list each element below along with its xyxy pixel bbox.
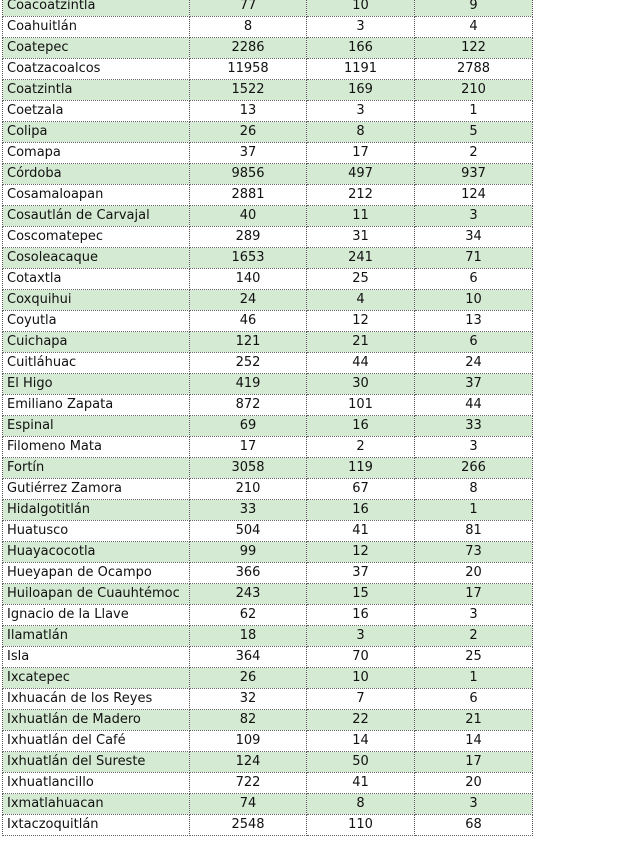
table-row <box>3 206 533 227</box>
table-row <box>3 605 533 626</box>
municipality-name-cell[interactable]: Comapa <box>3 143 190 164</box>
value-cell-3[interactable]: 34 <box>415 227 533 248</box>
municipality-name-cell[interactable]: Coscomatepec <box>3 227 190 248</box>
table-row <box>3 101 533 122</box>
value-cell-3[interactable]: 5 <box>415 122 533 143</box>
value-cell-3[interactable]: 3 <box>415 794 533 815</box>
value-cell-3[interactable]: 266 <box>415 458 533 479</box>
value-cell-1[interactable]: 18 <box>190 626 307 647</box>
value-cell-3[interactable]: 6 <box>415 332 533 353</box>
municipality-name-cell[interactable]: Coetzala <box>3 101 190 122</box>
value-cell-3[interactable]: 2788 <box>415 59 533 80</box>
table-row <box>3 353 533 374</box>
spreadsheet <box>2 0 533 836</box>
municipality-name-cell[interactable]: Córdoba <box>3 164 190 185</box>
value-cell-3[interactable]: 3 <box>415 206 533 227</box>
value-cell-2[interactable]: 10 <box>307 668 415 689</box>
value-cell-1[interactable]: 62 <box>190 605 307 626</box>
table-row <box>3 647 533 668</box>
value-cell-2[interactable]: 212 <box>307 185 415 206</box>
value-cell-3[interactable]: 8 <box>415 479 533 500</box>
municipality-table <box>2 0 533 836</box>
table-row <box>3 80 533 101</box>
value-cell-1[interactable]: 11958 <box>190 59 307 80</box>
table-row <box>3 143 533 164</box>
value-cell-2[interactable]: 110 <box>307 815 415 836</box>
table-row <box>3 332 533 353</box>
value-cell-2[interactable]: 241 <box>307 248 415 269</box>
municipality-name-cell[interactable]: Ignacio de la Llave <box>3 605 190 626</box>
value-cell-2[interactable]: 30 <box>307 374 415 395</box>
table-row <box>3 269 533 290</box>
table-row <box>3 437 533 458</box>
municipality-name-cell[interactable]: Colipa <box>3 122 190 143</box>
value-cell-1[interactable]: 124 <box>190 752 307 773</box>
value-cell-3[interactable]: 20 <box>415 773 533 794</box>
municipality-name-cell[interactable]: Coyutla <box>3 311 190 332</box>
municipality-name-cell[interactable]: Ixhuatlán del Café <box>3 731 190 752</box>
value-cell-1[interactable]: 69 <box>190 416 307 437</box>
value-cell-2[interactable]: 3 <box>307 17 415 38</box>
value-cell-1[interactable]: 32 <box>190 689 307 710</box>
value-cell-2[interactable]: 41 <box>307 773 415 794</box>
value-cell-3[interactable]: 81 <box>415 521 533 542</box>
table-row <box>3 773 533 794</box>
value-cell-2[interactable]: 17 <box>307 143 415 164</box>
value-cell-1[interactable]: 99 <box>190 542 307 563</box>
table-row <box>3 38 533 59</box>
table-row <box>3 290 533 311</box>
value-cell-2[interactable]: 3 <box>307 626 415 647</box>
value-cell-3[interactable]: 6 <box>415 689 533 710</box>
value-cell-3[interactable]: 6 <box>415 269 533 290</box>
municipality-name-cell[interactable]: Coatepec <box>3 38 190 59</box>
value-cell-2[interactable]: 16 <box>307 416 415 437</box>
table-row <box>3 731 533 752</box>
table-row <box>3 710 533 731</box>
value-cell-1[interactable]: 121 <box>190 332 307 353</box>
municipality-name-cell[interactable]: Emiliano Zapata <box>3 395 190 416</box>
value-cell-3[interactable]: 937 <box>415 164 533 185</box>
value-cell-3[interactable]: 2 <box>415 143 533 164</box>
value-cell-3[interactable]: 1 <box>415 668 533 689</box>
value-cell-2[interactable]: 70 <box>307 647 415 668</box>
value-cell-1[interactable]: 210 <box>190 479 307 500</box>
table-row <box>3 521 533 542</box>
value-cell-2[interactable]: 22 <box>307 710 415 731</box>
municipality-name-cell[interactable]: Ixmatlahuacan <box>3 794 190 815</box>
table-body <box>3 0 533 836</box>
value-cell-2[interactable]: 31 <box>307 227 415 248</box>
value-cell-1[interactable]: 2881 <box>190 185 307 206</box>
municipality-name-cell[interactable]: Isla <box>3 647 190 668</box>
municipality-name-cell[interactable]: El Higo <box>3 374 190 395</box>
value-cell-1[interactable]: 82 <box>190 710 307 731</box>
table-row <box>3 458 533 479</box>
value-cell-3[interactable]: 33 <box>415 416 533 437</box>
value-cell-3[interactable]: 10 <box>415 290 533 311</box>
value-cell-3[interactable]: 124 <box>415 185 533 206</box>
table-row <box>3 311 533 332</box>
value-cell-2[interactable]: 25 <box>307 269 415 290</box>
municipality-name-cell[interactable]: Ixhuatlán del Sureste <box>3 752 190 773</box>
value-cell-3[interactable]: 20 <box>415 563 533 584</box>
value-cell-1[interactable]: 243 <box>190 584 307 605</box>
value-cell-3[interactable]: 37 <box>415 374 533 395</box>
municipality-name-cell[interactable]: Hueyapan de Ocampo <box>3 563 190 584</box>
municipality-name-cell[interactable]: Coxquihui <box>3 290 190 311</box>
table-row <box>3 416 533 437</box>
table-row <box>3 563 533 584</box>
value-cell-1[interactable]: 140 <box>190 269 307 290</box>
municipality-name-cell[interactable]: Fortín <box>3 458 190 479</box>
value-cell-2[interactable]: 37 <box>307 563 415 584</box>
value-cell-2[interactable]: 4 <box>307 290 415 311</box>
municipality-name-cell[interactable]: Ilamatlán <box>3 626 190 647</box>
table-row <box>3 164 533 185</box>
value-cell-1[interactable]: 74 <box>190 794 307 815</box>
value-cell-2[interactable]: 15 <box>307 584 415 605</box>
value-cell-2[interactable]: 2 <box>307 437 415 458</box>
municipality-name-cell[interactable]: Cosautlán de Carvajal <box>3 206 190 227</box>
value-cell-1[interactable]: 40 <box>190 206 307 227</box>
table-row <box>3 815 533 836</box>
value-cell-1[interactable]: 2548 <box>190 815 307 836</box>
value-cell-3[interactable]: 44 <box>415 395 533 416</box>
value-cell-1[interactable]: 364 <box>190 647 307 668</box>
municipality-name-cell[interactable]: Cosoleacaque <box>3 248 190 269</box>
municipality-name-cell[interactable]: Coatzintla <box>3 80 190 101</box>
table-row <box>3 479 533 500</box>
value-cell-2[interactable]: 3 <box>307 101 415 122</box>
municipality-name-cell[interactable]: Huayacocotla <box>3 542 190 563</box>
value-cell-3[interactable]: 9 <box>415 0 533 17</box>
value-cell-3[interactable]: 210 <box>415 80 533 101</box>
municipality-name-cell[interactable]: Ixhuatlancillo <box>3 773 190 794</box>
municipality-name-cell[interactable]: Cosamaloapan <box>3 185 190 206</box>
table-row <box>3 584 533 605</box>
value-cell-2[interactable]: 11 <box>307 206 415 227</box>
value-cell-1[interactable]: 289 <box>190 227 307 248</box>
value-cell-1[interactable]: 33 <box>190 500 307 521</box>
value-cell-1[interactable]: 77 <box>190 0 307 17</box>
value-cell-3[interactable]: 2 <box>415 626 533 647</box>
value-cell-1[interactable]: 3058 <box>190 458 307 479</box>
value-cell-2[interactable]: 169 <box>307 80 415 101</box>
value-cell-2[interactable]: 8 <box>307 794 415 815</box>
value-cell-1[interactable]: 872 <box>190 395 307 416</box>
value-cell-3[interactable]: 1 <box>415 101 533 122</box>
value-cell-3[interactable]: 17 <box>415 584 533 605</box>
table-row <box>3 374 533 395</box>
municipality-name-cell[interactable]: Ixhuacán de los Reyes <box>3 689 190 710</box>
value-cell-3[interactable]: 3 <box>415 437 533 458</box>
municipality-name-cell[interactable]: Cuitláhuac <box>3 353 190 374</box>
value-cell-2[interactable]: 1191 <box>307 59 415 80</box>
table-row <box>3 185 533 206</box>
table-row <box>3 542 533 563</box>
value-cell-1[interactable]: 419 <box>190 374 307 395</box>
value-cell-1[interactable]: 13 <box>190 101 307 122</box>
table-row <box>3 794 533 815</box>
table-row <box>3 395 533 416</box>
value-cell-1[interactable]: 26 <box>190 668 307 689</box>
value-cell-3[interactable]: 73 <box>415 542 533 563</box>
municipality-name-cell[interactable]: Huiloapan de Cuauhtémoc <box>3 584 190 605</box>
value-cell-3[interactable]: 13 <box>415 311 533 332</box>
value-cell-3[interactable]: 14 <box>415 731 533 752</box>
value-cell-3[interactable]: 3 <box>415 605 533 626</box>
value-cell-2[interactable]: 497 <box>307 164 415 185</box>
value-cell-2[interactable]: 8 <box>307 122 415 143</box>
value-cell-3[interactable]: 21 <box>415 710 533 731</box>
table-row <box>3 689 533 710</box>
value-cell-3[interactable]: 24 <box>415 353 533 374</box>
value-cell-1[interactable]: 17 <box>190 437 307 458</box>
value-cell-1[interactable]: 26 <box>190 122 307 143</box>
value-cell-3[interactable]: 122 <box>415 38 533 59</box>
municipality-name-cell[interactable]: Hidalgotitlán <box>3 500 190 521</box>
value-cell-2[interactable]: 12 <box>307 542 415 563</box>
value-cell-1[interactable]: 9856 <box>190 164 307 185</box>
value-cell-2[interactable]: 119 <box>307 458 415 479</box>
municipality-name-cell[interactable]: Filomeno Mata <box>3 437 190 458</box>
value-cell-1[interactable]: 252 <box>190 353 307 374</box>
value-cell-1[interactable]: 1653 <box>190 248 307 269</box>
municipality-name-cell[interactable]: Coacoatzintla <box>3 0 190 17</box>
table-row <box>3 248 533 269</box>
municipality-name-cell[interactable]: Espinal <box>3 416 190 437</box>
value-cell-1[interactable]: 1522 <box>190 80 307 101</box>
value-cell-2[interactable]: 7 <box>307 689 415 710</box>
table-row <box>3 227 533 248</box>
municipality-name-cell[interactable]: Cuichapa <box>3 332 190 353</box>
table-row <box>3 626 533 647</box>
value-cell-1[interactable]: 722 <box>190 773 307 794</box>
value-cell-2[interactable]: 67 <box>307 479 415 500</box>
municipality-name-cell[interactable]: Ixhuatlán de Madero <box>3 710 190 731</box>
table-row <box>3 668 533 689</box>
municipality-name-cell[interactable]: Coatzacoalcos <box>3 59 190 80</box>
table-row <box>3 0 533 17</box>
value-cell-2[interactable]: 41 <box>307 521 415 542</box>
value-cell-3[interactable]: 71 <box>415 248 533 269</box>
value-cell-2[interactable]: 101 <box>307 395 415 416</box>
municipality-name-cell[interactable]: Gutiérrez Zamora <box>3 479 190 500</box>
value-cell-2[interactable]: 14 <box>307 731 415 752</box>
table-row <box>3 122 533 143</box>
value-cell-1[interactable]: 109 <box>190 731 307 752</box>
municipality-name-cell[interactable]: Ixcatepec <box>3 668 190 689</box>
value-cell-3[interactable]: 1 <box>415 500 533 521</box>
value-cell-1[interactable]: 504 <box>190 521 307 542</box>
value-cell-2[interactable]: 12 <box>307 311 415 332</box>
table-row <box>3 59 533 80</box>
municipality-name-cell[interactable]: Ixtaczoquitlán <box>3 815 190 836</box>
table-row <box>3 752 533 773</box>
value-cell-1[interactable]: 2286 <box>190 38 307 59</box>
value-cell-2[interactable]: 50 <box>307 752 415 773</box>
value-cell-1[interactable]: 8 <box>190 17 307 38</box>
value-cell-2[interactable]: 10 <box>307 0 415 17</box>
table-row <box>3 17 533 38</box>
table-row <box>3 500 533 521</box>
value-cell-3[interactable]: 25 <box>415 647 533 668</box>
value-cell-3[interactable]: 4 <box>415 17 533 38</box>
value-cell-1[interactable]: 37 <box>190 143 307 164</box>
value-cell-2[interactable]: 166 <box>307 38 415 59</box>
value-cell-1[interactable]: 366 <box>190 563 307 584</box>
municipality-name-cell[interactable]: Cotaxtla <box>3 269 190 290</box>
municipality-name-cell[interactable]: Coahuitlán <box>3 17 190 38</box>
value-cell-2[interactable]: 21 <box>307 332 415 353</box>
value-cell-1[interactable]: 24 <box>190 290 307 311</box>
value-cell-1[interactable]: 46 <box>190 311 307 332</box>
municipality-name-cell[interactable]: Huatusco <box>3 521 190 542</box>
value-cell-2[interactable]: 16 <box>307 605 415 626</box>
value-cell-3[interactable]: 17 <box>415 752 533 773</box>
value-cell-2[interactable]: 44 <box>307 353 415 374</box>
value-cell-2[interactable]: 16 <box>307 500 415 521</box>
value-cell-3[interactable]: 68 <box>415 815 533 836</box>
